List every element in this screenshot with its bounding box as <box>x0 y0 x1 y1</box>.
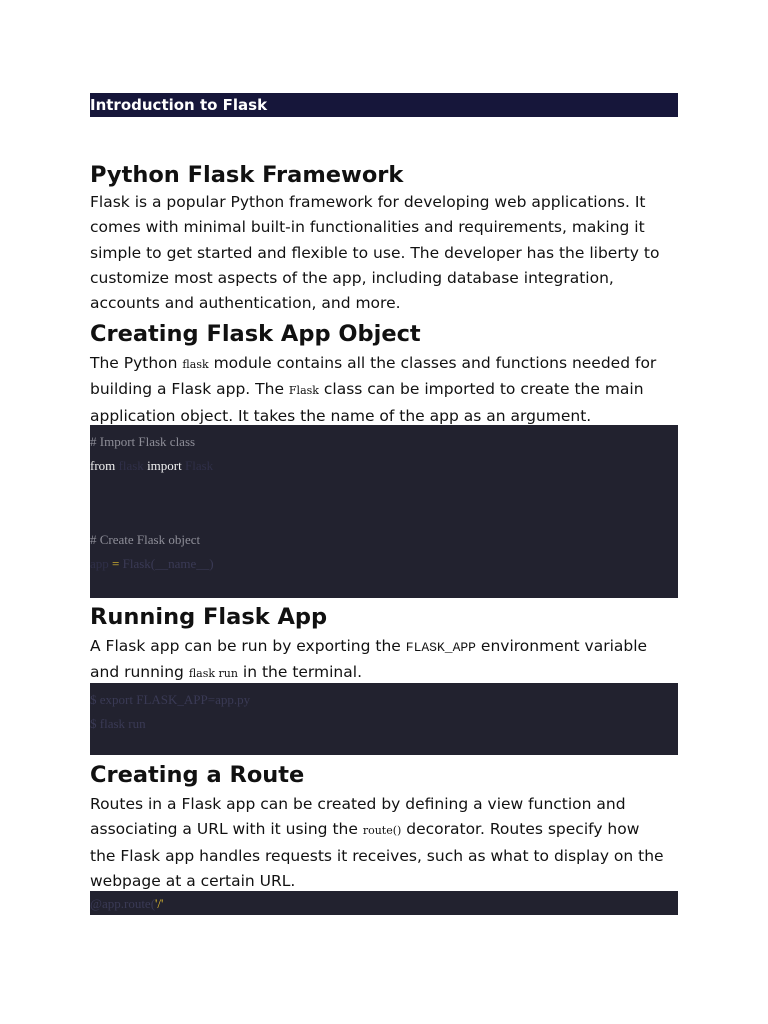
framework-line: simple to get started and flexible to use. The developer has the liberty to <box>90 243 660 262</box>
framework-line: customize most aspects of the app, including database integration, <box>90 268 614 287</box>
code-comment: # Import Flask class <box>90 434 196 449</box>
framework-line: accounts and authentication, and more. <box>90 294 401 313</box>
running-text: in the terminal. <box>237 663 362 682</box>
code-variable: app <box>90 556 113 571</box>
framework-paragraph <box>90 190 685 316</box>
route-text: decorator. Routes specify how <box>401 820 640 839</box>
heading-python-flask-framework: Python Flask Framework <box>90 162 404 188</box>
code-block-terminal <box>90 683 678 755</box>
code-class-name: Flask <box>181 458 214 473</box>
app-object-text: building a Flask app. The <box>90 380 289 399</box>
running-text: A Flask app can be run by exporting the <box>90 637 406 655</box>
app-object-paragraph <box>90 351 685 429</box>
inline-code-route: route() <box>362 824 402 838</box>
route-text: Routes in a Flask app can be created by defining a view function and <box>90 795 626 813</box>
code-call: Flask(__name__) <box>119 556 214 571</box>
route-text: webpage at a certain URL. <box>90 871 296 890</box>
code-block-app-object <box>90 425 678 598</box>
code-operator: = <box>112 556 120 571</box>
app-object-text: class can be imported to create the main <box>318 380 644 399</box>
route-paragraph <box>90 792 685 894</box>
inline-code-flask-module: flask <box>182 358 209 371</box>
code-keyword-import: import <box>147 458 182 473</box>
route-text: associating a URL with it using the <box>90 820 363 839</box>
heading-running-flask-app: Running Flask App <box>90 604 328 630</box>
code-decorator-line <box>90 896 163 912</box>
running-text: and running <box>90 663 189 682</box>
code-module-name: flask <box>115 458 148 473</box>
framework-line: Flask is a popular Python framework for developing web applications. It <box>90 193 646 211</box>
code-comment: # Create Flask object <box>90 532 201 547</box>
inline-code-flask-class: Flask <box>288 384 319 398</box>
code-block-route <box>90 891 678 915</box>
code-assign-line <box>90 556 214 572</box>
inline-code-flask-run: flask run <box>188 667 238 681</box>
heading-creating-a-route: Creating a Route <box>90 762 305 788</box>
running-text: environment variable <box>475 637 648 655</box>
document-title-bar <box>90 93 678 117</box>
route-text: the Flask app handles requests it receives, such as what to display on the <box>90 846 664 865</box>
inline-code-flask-app-var: FLASK_APP <box>405 640 476 655</box>
app-object-text: application object. It takes the name of the app as an argument. <box>90 406 592 425</box>
document-title: Introduction to Flask <box>90 96 268 114</box>
terminal-command: $ flask run <box>90 716 146 731</box>
running-paragraph <box>90 634 685 687</box>
code-keyword-from: from <box>90 458 116 473</box>
app-object-text: module contains all the classes and functions needed for <box>208 354 657 372</box>
terminal-command: $ export FLASK_APP=app.py <box>90 692 251 707</box>
framework-line: comes with minimal built-in functionalities and requirements, making it <box>90 218 645 237</box>
code-import-line <box>90 458 213 474</box>
app-object-text: The Python <box>90 354 183 372</box>
code-route-string: '/' <box>155 896 164 911</box>
heading-creating-flask-app-object: Creating Flask App Object <box>90 321 421 347</box>
code-decorator: @app.route( <box>90 896 156 911</box>
